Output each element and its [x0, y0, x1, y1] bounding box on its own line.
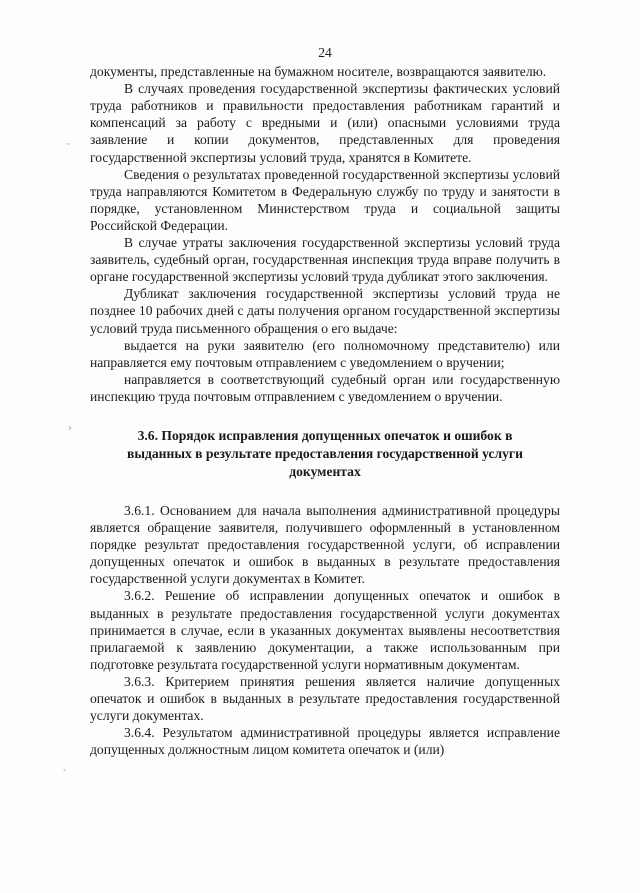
section-heading: 3.6. Порядок исправления допущенных опечаток и ошибок в выданных в результате предоставления государственной услуги документах [127, 427, 523, 479]
paragraph: 3.6.2. Решение об исправлении допущенных опечаток и ошибок в выданных в результате предоставления государственной услуги документах принимается в случае, если в указанных документах выявлены несоответствия прилагаемой к заявлению документации, а также использованным при подготовке результата государственной услуги нормативным документам. [90, 588, 560, 672]
scan-margin-mark: ˘ [66, 143, 71, 154]
paragraph: Сведения о результатах проведенной государственной экспертизы условий труда направляются Комитетом в Федеральную службу по труду и занятости в порядке, установленном Министерством труда и социальной защиты Российской Федерации. [90, 166, 560, 233]
paragraph: выдается на руки заявителю (его полномочному представителю) или направляется ему почтовым отправлением с уведомлением о вручении; [90, 337, 560, 370]
paragraph: 3.6.1. Основанием для начала выполнения административной процедуры является обращение заявителя, получившего оформленный в установленном порядке результат предоставления государственной услуги, об исправлении допущенных опечаток и ошибок в выданных в результате предоставления государственной услуги документах в Комитет. [90, 502, 560, 587]
page-number: 24 [318, 45, 332, 60]
paragraph: В случае утраты заключения государственной экспертизы условий труда заявитель, судебный орган, государственная инспекция труда вправе получить в органе государственной экспертизы условий труда дубликат этого заключения. [90, 235, 560, 285]
paragraph: документы, представленные на бумажном носителе, возвращаются заявителю. [90, 64, 547, 80]
paragraph: направляется в соответствующий судебный орган или государственную инспекцию труда почтовым отправлением с уведомлением о вручении. [90, 371, 560, 404]
paragraphs-top [90, 63, 560, 405]
paragraph: Дубликат заключения государственной экспертизы условий труда не позднее 10 рабочих дней с даты получения органом государственной экспертизы условий труда письменного обращения о его выдаче: [90, 286, 560, 336]
scan-margin-mark: ˛ [62, 761, 67, 772]
scan-margin-mark: › [68, 423, 72, 434]
paragraphs-bottom [90, 502, 560, 758]
paragraph: В случаях проведения государственной экспертизы фактических условий труда работников и правильности предоставления работникам гарантий и компенсаций за работу с вредными и (или) опасными условиями труда заявление и копии документов, представленных для проведения государственной экспертизы условий труда, хранятся в Комитете. [90, 81, 560, 165]
document-body [90, 44, 560, 758]
paragraph: 3.6.3. Критерием принятия решения является наличие допущенных опечаток и ошибок в выданных в результате предоставления государственной услуги документах. [90, 673, 560, 724]
paragraph: 3.6.4. Результатом административной процедуры является исправление допущенных должностным лицом комитета опечаток и (или) [90, 725, 560, 758]
